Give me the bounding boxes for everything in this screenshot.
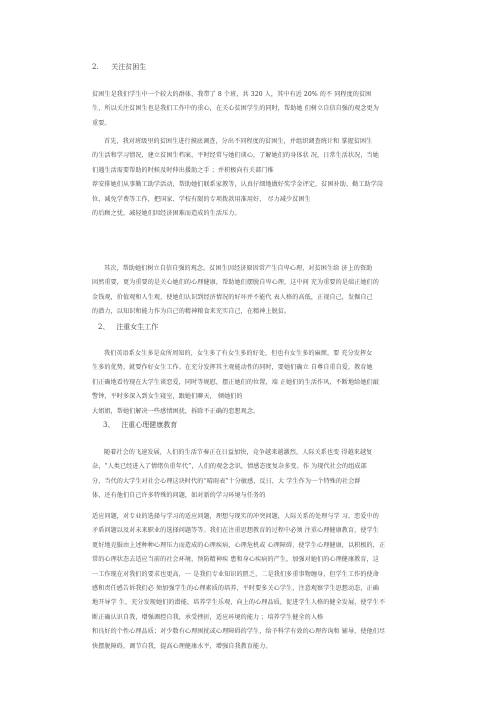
paragraph bbox=[92, 262, 432, 320]
text-line: 的后顾之忧，减轻她们因经济困难而造成的生活压力。 bbox=[92, 210, 241, 218]
text-line: 位、减免学费等工作，把国家、学校有限的专项拨款用准用好， 尽力减少贫困生 bbox=[92, 195, 311, 203]
section-title: 注重女生工作 bbox=[116, 323, 159, 331]
text-line: 首先，我对班级里的贫困生进行摸底调查，分出不同程度的贫困生，并组织调查统计和 掌握贫困生 bbox=[104, 138, 373, 145]
section-number: 2、 bbox=[98, 323, 110, 331]
text-line: 更好地克服由上述种种心理压力而造成的心理疾病、心理危机或 心理障碍，使学生心理健康，以积极的，正 bbox=[92, 541, 386, 549]
paragraph bbox=[92, 347, 432, 419]
paragraph bbox=[92, 510, 432, 654]
text-line: 和良好的个性心理品质；对少数有心理困扰或心理障碍的学生，给予科学有效的心理咨询和 辅导，使他们尽 bbox=[92, 628, 386, 636]
text-line: 贫困生是我们学生中一个较大的群体，我带了 8 个班，共 320 人，其中有近 20% 的不 同程度的贫困 bbox=[92, 91, 372, 98]
text-line: 的生活和学习情况，建立贫困生档案，平时经常与她们谈心，了解她们的身体状 况，日常生活状况，当她 bbox=[92, 152, 379, 160]
section-heading-mental-health bbox=[103, 420, 177, 430]
text-line: 地开导学 生，充分发现她们的潜能，培养学生乐观，向上的心理品质，促进学生人格的健全发展，使学生不 bbox=[92, 599, 386, 607]
section-title: 关注贫困生 bbox=[111, 63, 147, 71]
text-line: 固然重要，更为重要的是关心她们的心理健康，帮助她们摆脱自卑心理，这中间 充为重要的是端正她们的 bbox=[92, 279, 379, 287]
text-line: 体，还有他们自己许多特殊的问题，如对新的学习环境与任务的 bbox=[92, 492, 266, 500]
text-line: 们正确地看待现在大学生谈恋爱，同时等规慰，摆正她们的位置，端 正她们的生活作风，不断地给她们敲 bbox=[92, 378, 379, 386]
text-line: 重要。 bbox=[92, 119, 111, 127]
text-line: 生多的优势，就要作好女生工作。在充分发挥其主观能动性的同时，要她们确立 自尊自重自爱，教育她 bbox=[92, 364, 373, 372]
text-line: 们遇生活需要帮助的时候及时伸出援助之手 ；并积极向有关部门推 bbox=[92, 166, 274, 174]
section-number: 2. bbox=[92, 63, 99, 71]
text-line: 常的心理状态去适应当前的社会环境，预防精神疾 患和身心疾病的产生，加强对她们的心理健康教育，这 bbox=[92, 556, 379, 564]
text-line: 大姐姐，帮她们解决一些感情困扰，拆除不正确的恋想观念。 bbox=[92, 407, 260, 415]
section-heading-poor-students bbox=[92, 62, 146, 72]
paragraph bbox=[92, 88, 432, 131]
text-line: 其次，帮助她们树立自信自强的观念。贫困生因经济原因常产生自卑心理，对贫困生给 济上的资助 bbox=[104, 265, 373, 272]
text-line: 分，当代的大学生对社会心理这块时代的“晴雨表”十分敏感，反日，大 学生作为一个特殊的社会群 bbox=[92, 477, 361, 485]
text-line: 的潜力，以知识和能力作为自己的精神粮食来充实自己，在精神上脱贫。 bbox=[92, 308, 291, 316]
text-line: 警钟，平时多深入到女生寝室，跟她们聊天， 倾她们的 bbox=[92, 393, 243, 401]
section-title: 注重心理健康教育 bbox=[121, 421, 178, 429]
text-line: 我们英语系女生多是众所周知的，女生多了有女生多的好处，但也有女生多的麻烦，要 充分发挥女 bbox=[104, 350, 373, 357]
text-line: 感和责任感告诉我们必 须加强学生的心理素质的培养，平时要多关心学生，注意观察学生思想动态，正确 bbox=[92, 585, 379, 593]
text-line: 随着社会的飞速发展，人们的生活节奏正在日益加快，竞争越来越激烈，人际关系也变 得越来越复 bbox=[104, 449, 373, 456]
text-line: 快摆脱障碍，调节自我，提高心理健康水平，增强自我教育能力。 bbox=[92, 642, 272, 650]
text-line: 荐安排她们从事勤工助学活动，帮助她们联系家教等，认真仔细地做好奖学金评定、贫困补助、勤工助学岗 bbox=[92, 181, 384, 189]
text-line: 断正确认识自我，增强调控自我，承受挫折，适应环境的能力 ；培养学生健全的人格 bbox=[92, 613, 324, 621]
text-line: 生，所以关注贫困生也是我们工作中的重心，在关心贫困学生的同时，帮助她 们树立自信自强的观念更为 bbox=[92, 105, 379, 113]
section-number: 3、 bbox=[103, 421, 115, 429]
text-line: 杂，“人类已经进入了情绪负重年代”，人们的观念念识，情感态度复杂多变。作 为现代社会的组成部 bbox=[92, 463, 367, 471]
section-heading-female-students bbox=[98, 322, 158, 332]
text-line: 一工作现在对我们的要求也更高，一 是我们专业知识的匮乏，二是我们多重事物缠身，但学生工作的使命 bbox=[92, 570, 379, 578]
text-line: 金钱观，价值观和人生观，使她们认识到经济情况的好坏并不能代 表人格的高低，正视自己，发掘自己 bbox=[92, 293, 373, 301]
text-line: 适应问题，对专业的选择与学习的适应问题，理想与现实的冲突问题，人际关系的处理与学 习，恋爱中的 bbox=[92, 513, 379, 520]
text-line: 矛盾问题以及对未来职业的选择问题等等。我们在注重思想教育的过程中必须 注重心理健康教育，使学生 bbox=[92, 527, 379, 535]
paragraph bbox=[92, 446, 432, 504]
paragraph bbox=[92, 135, 432, 221]
